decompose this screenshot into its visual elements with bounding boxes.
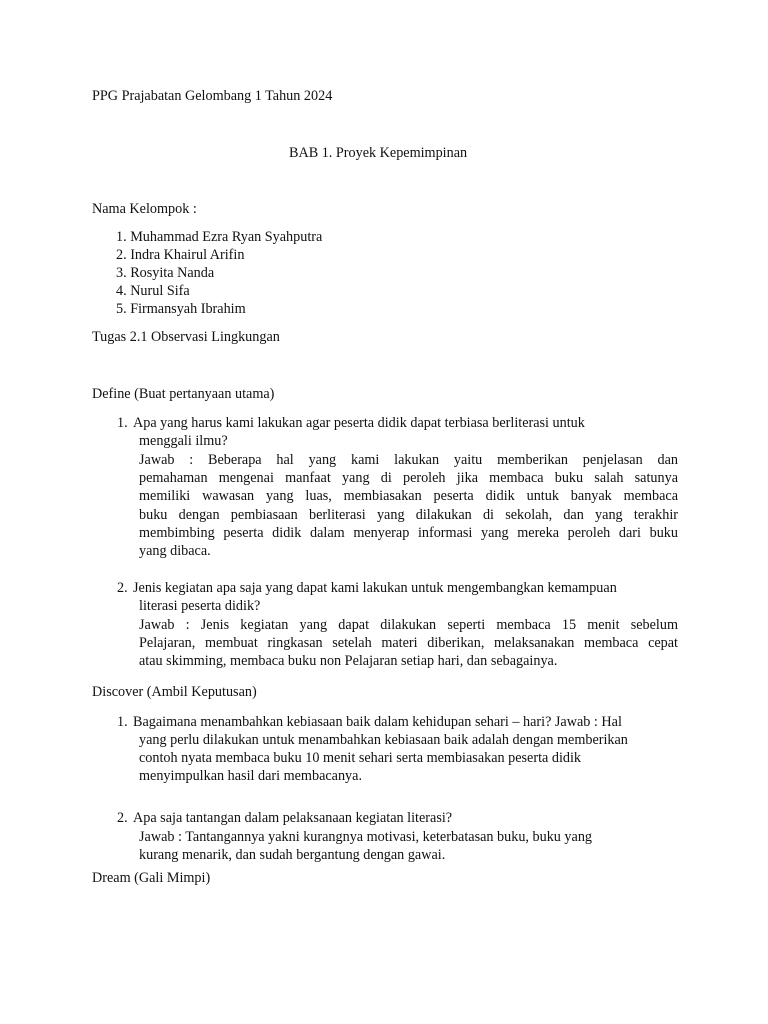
- define-q2-number: 2.: [117, 580, 128, 596]
- discover-q2-question: Apa saja tantangan dalam pelaksanaan kegiatan literasi?: [133, 810, 453, 826]
- define-q2-question-line1: Jenis kegiatan apa saja yang dapat kami lakukan untuk mengembangkan kemampuan: [133, 580, 617, 596]
- document-header: PPG Prajabatan Gelombang 1 Tahun 2024: [92, 88, 333, 104]
- define-q1-question-line1: Apa yang harus kami lakukan agar peserta didik dapat terbiasa berliterasi untuk: [133, 415, 585, 431]
- list-item: 4. Nurul Sifa: [116, 283, 190, 299]
- define-heading: Define (Buat pertanyaan utama): [92, 386, 275, 402]
- dream-heading: Dream (Gali Mimpi): [92, 870, 211, 886]
- discover-heading: Discover (Ambil Keputusan): [92, 684, 257, 700]
- discover-q1-continuation: yang perlu dilakukan untuk menambahkan kebiasaan baik adalah dengan memberikan contoh nyata membaca buku 10 menit sehari serta membiasakan peserta didik menyimpulkan hasil dari membacanya.: [139, 732, 628, 785]
- define-q1-number: 1.: [117, 415, 128, 431]
- list-item: 1. Muhammad Ezra Ryan Syahputra: [116, 229, 323, 245]
- list-item: 3. Rosyita Nanda: [116, 265, 215, 281]
- define-q1-question-line2: menggali ilmu?: [139, 433, 228, 449]
- discover-q2-number: 2.: [117, 810, 128, 826]
- define-q2-question-line2: literasi peserta didik?: [139, 598, 261, 614]
- define-q1-answer: Jawab : Beberapa hal yang kami lakukan yaitu memberikan penjelasan dan pemahaman mengenai manfaat yang di peroleh jika membaca buku salah satunya memiliki wawasan yang luas, membiasakan peserta didik untuk banyak membaca buku dengan pembiasaan berliterasi yang dilakukan di sekolah, dan yang terakhir membimbing peserta didik dalam menyerap informasi yang mereka peroleh dari buku yang dibaca.: [139, 452, 678, 560]
- discover-q1-line1: Bagaimana menambahkan kebiasaan baik dalam kehidupan sehari – hari? Jawab : Hal: [133, 714, 622, 730]
- discover-q1-number: 1.: [117, 714, 128, 730]
- task-title: Tugas 2.1 Observasi Lingkungan: [92, 329, 280, 345]
- define-q2-answer: Jawab : Jenis kegiatan yang dapat dilakukan seperti membaca 15 menit sebelum Pelajaran, membuat ringkasan setelah materi diberikan, melaksanakan membaca cepat atau skimming, membaca buku non Pelajaran setiap hari, dan sebagainya.: [139, 617, 678, 670]
- discover-q2-answer: Jawab : Tantangannya yakni kurangnya motivasi, keterbatasan buku, buku yang kurang menarik, dan sudah bergantung dengan gawai.: [139, 829, 593, 864]
- list-item: 2. Indra Khairul Arifin: [116, 247, 245, 263]
- list-item: 5. Firmansyah Ibrahim: [116, 301, 246, 317]
- chapter-title: BAB 1. Proyek Kepemimpinan: [289, 145, 468, 161]
- group-label: Nama Kelompok :: [92, 201, 197, 217]
